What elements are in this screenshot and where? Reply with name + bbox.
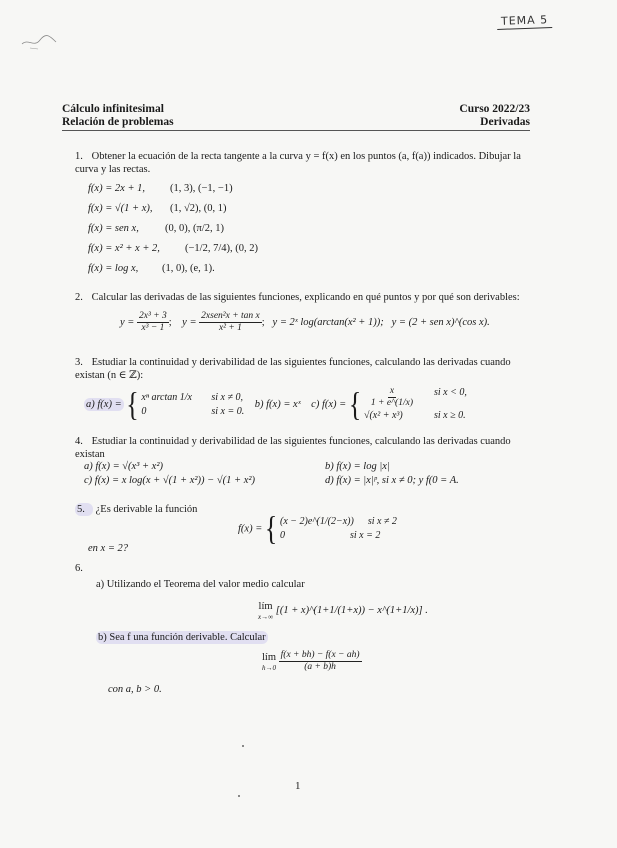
header-rule <box>62 130 530 131</box>
corner-tag: TEMA 5 <box>497 13 553 30</box>
p6-b-denominator: (a + b)h <box>304 662 336 672</box>
topic-label: Derivadas <box>480 116 530 128</box>
problem-5-number: 5. <box>75 503 93 516</box>
p3-a-value-1: xⁿ arctan 1/x <box>141 391 192 403</box>
problem-2 <box>75 291 535 304</box>
header-right <box>459 103 530 129</box>
p3-c-fraction <box>364 386 420 409</box>
p6-b-lim-word: lím <box>262 652 277 663</box>
p6-a-lim-sub: x→∞ <box>258 613 274 621</box>
p2-formulas: y = $\frac{\text{2x³ + 3}}{\text{x³ − 1}}$ ; y = $\frac{\text{2xsen²x + tan x}}{\text{x² + 1}}$ ; y = 2ˣ log(arctan(x² + 1)); y = (2 + sen x)^(cos x). <box>120 311 490 333</box>
p1-func-3: f(x) = sen x, <box>88 223 139 234</box>
problem-3-text: Estudiar la continuidad y derivabilidad de las siguientes funciones, calculando las derivadas cuando existan (n ∈ ℤ): <box>75 357 511 381</box>
problem-6-number: 6. <box>75 563 83 574</box>
p2-y2-fraction <box>199 311 262 334</box>
p2-y3: y = 2ˣ log(arctan(x² + 1)); <box>272 316 384 328</box>
problem-1-text: Obtener la ecuación de la recta tangente a la curva y = f(x) en los puntos (a, f(a)) indicados. Dibujar la curva y las rectas. <box>75 151 521 175</box>
p6-a-limit <box>258 600 273 621</box>
p2-y4: y = (2 + sen x)^(cos x). <box>391 316 490 328</box>
p5-cases <box>280 515 397 543</box>
p6-a-formula <box>258 600 428 621</box>
p4-d: d) f(x) = |x|ᵖ, si x ≠ 0; y f(0 = A. <box>325 475 459 486</box>
p6-a-text: a) Utilizando el Teorema del valor medio calcular <box>96 579 305 590</box>
problem-2-text: Calcular las derivadas de las siguientes funciones, explicando en qué puntos y por qué son derivables: <box>91 292 520 303</box>
p1-func-2: f(x) = √(1 + x), <box>88 203 153 214</box>
p5-value-1: (x − 2)e^(1/(2−x)) <box>280 516 354 527</box>
problem-3-number: 3. <box>75 357 83 368</box>
p3-a-cases <box>141 391 244 419</box>
problem-1-number: 1. <box>75 151 83 162</box>
p6-b-sentence: b) Sea f una función derivable. Calcular <box>98 632 266 643</box>
p2-y2-denominator: x² + 1 <box>218 323 242 333</box>
p3-a-cond-1: si x ≠ 0, <box>211 391 243 403</box>
p1-func-1: f(x) = 2x + 1, <box>88 183 146 194</box>
problem-1 <box>75 150 535 176</box>
p1-points-4: (−1/2, 7/4), (0, 2) <box>185 243 258 254</box>
p6-a-lim-word: lím <box>258 601 273 612</box>
p5-lhs: f(x) = <box>238 523 263 535</box>
p2-y1-denominator: x³ − 1 <box>141 323 165 333</box>
scribble-mark <box>20 30 60 52</box>
problem-4-number: 4. <box>75 436 83 447</box>
p3-c-numerator: x <box>389 386 395 396</box>
p1-func-5: f(x) = log x, <box>88 263 139 274</box>
speck-2 <box>238 795 240 797</box>
problem-3 <box>75 356 535 382</box>
p2-y1-fraction <box>137 311 169 334</box>
p5-brace: { <box>264 509 278 548</box>
p2-y2-lhs: y = <box>182 316 197 328</box>
p3-c-cond-2: si x ≥ 0. <box>433 410 466 421</box>
p6-b-limit <box>262 651 276 672</box>
p3-c-denominator: 1 + e^(1/x) <box>370 398 413 408</box>
p2-y1-numerator: 2x³ + 3 <box>139 311 167 321</box>
problem-5-text: ¿Es derivable la función <box>95 504 198 515</box>
problem-4 <box>75 435 535 461</box>
p1-points-5: (1, 0), (e, 1). <box>162 263 215 274</box>
p1-func-4: f(x) = x² + x + 2, <box>88 243 160 254</box>
p3-c-value-2: √(x² + x³) <box>363 410 403 421</box>
p3-a-value-2: 0 <box>141 405 147 417</box>
p6-a-expression: [(1 + x)^(1+1/(1+x)) − x^(1+1/x)] . <box>275 604 428 616</box>
p3-c-cases <box>364 386 467 423</box>
page-number: 1 <box>295 780 301 792</box>
p5-value-2: 0 <box>280 530 286 541</box>
p6-b-lim-sub: h→0 <box>262 664 276 672</box>
p3-a-brace: { <box>126 385 139 423</box>
p1-points-3: (0, 0), (π/2, 1) <box>165 223 224 234</box>
p3-a-cond-2: si x = 0. <box>211 405 245 417</box>
p3-a-label: a) f(x) = <box>86 398 122 410</box>
p1-points-2: (1, √2), (0, 1) <box>170 203 227 214</box>
speck-1 <box>242 745 244 747</box>
p5-formula <box>238 509 397 548</box>
p2-y1-lhs: y = <box>120 316 135 328</box>
p4-c: c) f(x) = x log(x + √(1 + x²)) − √(1 + x²) <box>84 475 256 486</box>
p5-cond-2: si x = 2 <box>350 530 381 541</box>
p6-b-formula <box>262 650 362 673</box>
p3-b: b) f(x) = xˣ <box>254 398 301 410</box>
problem-6 <box>75 562 535 575</box>
course-label: Curso 2022/23 <box>459 103 530 115</box>
problem-4-text: Estudiar la continuidad y derivabilidad de las siguientes funciones, calculando las derivadas cuando existan <box>75 436 511 460</box>
p4-a: a) f(x) = √(x³ + x²) <box>84 461 163 472</box>
p6-b-tail: con a, b > 0. <box>108 684 162 695</box>
p3-c-cond-1: si x < 0, <box>433 387 467 398</box>
problem-2-number: 2. <box>75 292 83 303</box>
p2-y2-numerator: 2xsen²x + tan x <box>201 311 260 321</box>
p6-b-text <box>96 631 268 644</box>
doc-title: Cálculo infinitesimal <box>62 103 164 115</box>
p3-c-brace: { <box>348 385 362 423</box>
doc-subtitle: Relación de problemas <box>62 116 174 128</box>
header-left <box>62 103 174 129</box>
p1-points-1: (1, 3), (−1, −1) <box>170 183 233 194</box>
p4-b: b) f(x) = log |x| <box>325 461 390 472</box>
p5-tail: en x = 2? <box>88 543 129 554</box>
p3-c-label: c) f(x) = <box>311 398 347 410</box>
p3-formulas <box>84 386 467 423</box>
p6-b-numerator: f(x + bh) − f(x − ah) <box>280 650 360 660</box>
p6-b-fraction <box>279 650 362 673</box>
p5-cond-1: si x ≠ 2 <box>367 516 397 527</box>
